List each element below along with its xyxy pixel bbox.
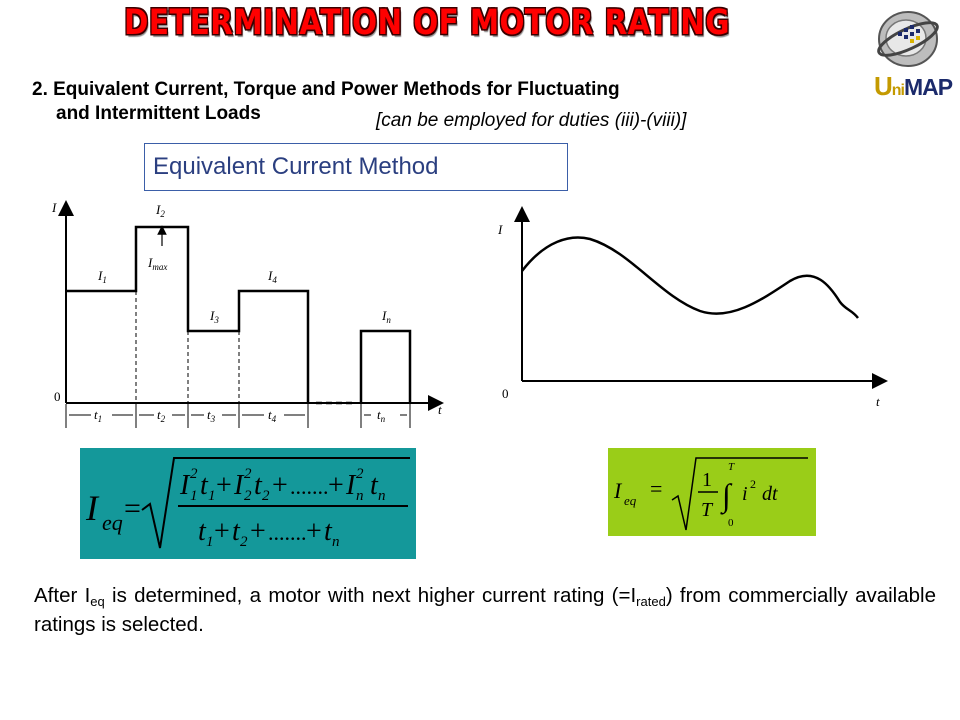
svg-text:2: 2 [750,477,756,491]
svg-text:t: t [198,516,206,547]
svg-text:2: 2 [240,534,248,550]
heading-line-1: 2. Equivalent Current, Torque and Power Methods for Fluctuating [32,79,620,100]
svg-text:0: 0 [728,517,734,529]
svg-text:1: 1 [702,469,712,491]
svg-text:1: 1 [208,488,216,504]
svg-text:t: t [232,516,240,547]
svg-text:2: 2 [190,466,198,482]
svg-text:+: + [306,516,322,547]
svg-text:I: I [180,470,190,501]
current-steps [66,227,308,403]
svg-text:T: T [728,461,735,473]
origin-label: 0 [54,389,61,404]
svg-text:t: t [370,470,378,501]
svg-text:1: 1 [190,488,198,504]
svg-text:+: + [250,516,266,547]
svg-text:T: T [701,499,713,521]
svg-text:n: n [378,488,386,504]
x-axis-label: t [438,402,442,417]
current-step-n [361,331,410,403]
svg-text:eq: eq [624,493,637,508]
time-interval-row [66,404,410,428]
method-box [144,143,568,191]
selection-paragraph: After $I_{eq}$ is determined, a motor with next higher current rating $(=I_{rated})$ from commercially available ratings is selected. [34,584,936,636]
svg-text:t4: $t_4$ [268,407,277,424]
continuous-current-graph [490,206,890,416]
origin-label: 0 [502,386,509,401]
unimap-globe-logo-icon [876,8,944,70]
svg-text:t3: $t_3$ [207,407,216,424]
svg-text:+: + [272,470,288,501]
x-axis-label: t [876,394,880,409]
svg-text:1: 1 [206,534,214,550]
svg-text:.......: ....... [268,520,307,545]
heading-line-2: and Intermittent Loads [56,103,261,124]
svg-text:n: n [332,534,340,550]
method-box-label: Equivalent Current Method [153,153,439,180]
svg-text:t: t [254,470,262,501]
svg-text:I: I [346,470,356,501]
svg-text:dt: dt [762,483,778,505]
svg-text:2: 2 [262,488,270,504]
current-curve [522,238,858,318]
unimap-wordmark: UniMAP [874,71,953,101]
svg-text:I3: $I_3$ [210,308,219,325]
y-axis-label: I [52,200,57,215]
svg-text:Imax: $I_{max}$ [148,255,168,272]
slide-title: DETERMINATION OF MOTOR RATING [124,3,730,43]
svg-text:I1: $I_1$ [98,268,107,285]
svg-text:I: I [86,488,98,528]
svg-text:n: n [356,488,364,504]
svg-text:t: t [324,516,332,547]
equivalent-current-formula-discrete [80,448,416,559]
svg-text:I4: $I_4$ [268,268,277,285]
svg-text:I: I [234,470,244,501]
svg-text:t1: $t_1$ [94,407,103,424]
svg-text:+: + [214,516,230,547]
svg-text:t2: $t_2$ [157,407,166,424]
svg-text:I2: $I_2$ [156,202,165,219]
svg-text:.......: ....... [290,474,329,499]
svg-text:2: 2 [244,488,252,504]
duties-note: [can be employed for duties (iii)-(viii)] [376,110,687,131]
svg-text:I: I [614,478,622,503]
svg-text:2: 2 [244,466,252,482]
svg-text:+: + [328,470,344,501]
svg-text:=: = [124,492,141,525]
step-current-graph [36,196,446,436]
svg-text:i: i [742,483,748,505]
svg-text:eq: eq [102,510,123,535]
svg-text:+: + [216,470,232,501]
svg-text:∫: ∫ [722,477,731,513]
svg-text:=: = [650,476,663,501]
svg-text:t: t [200,470,208,501]
y-axis-label: I [498,222,503,237]
svg-text:tn: $t_n$ [377,407,386,424]
equivalent-current-formula-integral [608,448,816,536]
svg-text:2: 2 [356,466,364,482]
svg-text:In: $I_n$ [382,308,391,325]
